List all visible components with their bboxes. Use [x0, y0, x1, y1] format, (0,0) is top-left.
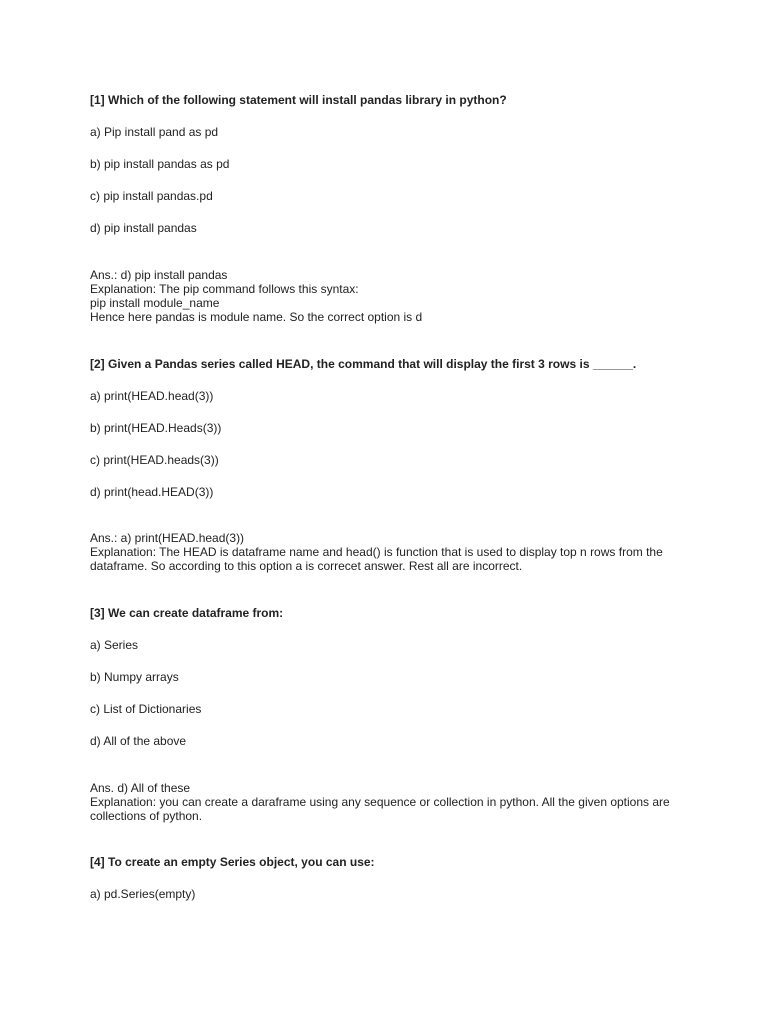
question-3-option-c: c) List of Dictionaries: [90, 702, 202, 716]
question-2-option-d: d) print(head.HEAD(3)): [90, 485, 214, 499]
question-3-explanation: Explanation: you can create a daraframe using any sequence or collection in python. All the given options are collections of python.: [90, 795, 670, 823]
question-3-title: [3] We can create dataframe from:: [90, 606, 284, 620]
question-2-answer: Ans.: a) print(HEAD.head(3)): [90, 531, 245, 545]
question-3-answer: Ans. d) All of these: [90, 781, 191, 795]
question-3-option-d: d) All of the above: [90, 734, 187, 748]
question-1-option-c: c) pip install pandas.pd: [90, 189, 213, 203]
question-1-option-a: a) Pip install pand as pd: [90, 125, 219, 139]
question-1-title: [1] Which of the following statement will install pandas library in python?: [90, 93, 507, 107]
question-3-option-b: b) Numpy arrays: [90, 670, 179, 684]
question-1-explanation-syntax: pip install module_name: [90, 296, 220, 310]
question-4-title: [4] To create an empty Series object, you can use:: [90, 855, 375, 869]
question-1-answer: Ans.: d) pip install pandas: [90, 268, 228, 282]
question-2-option-b: b) print(HEAD.Heads(3)): [90, 421, 222, 435]
question-2-title: [2] Given a Pandas series called HEAD, the command that will display the first 3 rows is ______.: [90, 357, 637, 371]
document-page: [90, 0, 680, 1024]
question-1-explanation-conclusion: Hence here pandas is module name. So the correct option is d: [90, 310, 423, 324]
question-2-option-a: a) print(HEAD.head(3)): [90, 389, 214, 403]
question-3-option-a: a) Series: [90, 638, 139, 652]
question-1-option-d: d) pip install pandas: [90, 221, 197, 235]
question-2-option-c: c) print(HEAD.heads(3)): [90, 453, 219, 467]
question-4-option-a: a) pd.Series(empty): [90, 887, 196, 901]
question-1-explanation: Explanation: The pip command follows this syntax:: [90, 282, 359, 296]
question-1-option-b: b) pip install pandas as pd: [90, 157, 230, 171]
question-2-explanation: Explanation: The HEAD is dataframe name and head() is function that is used to display top n rows from the dataframe. So according to this option a is correcet answer. Rest all are incorrect.: [90, 545, 663, 573]
